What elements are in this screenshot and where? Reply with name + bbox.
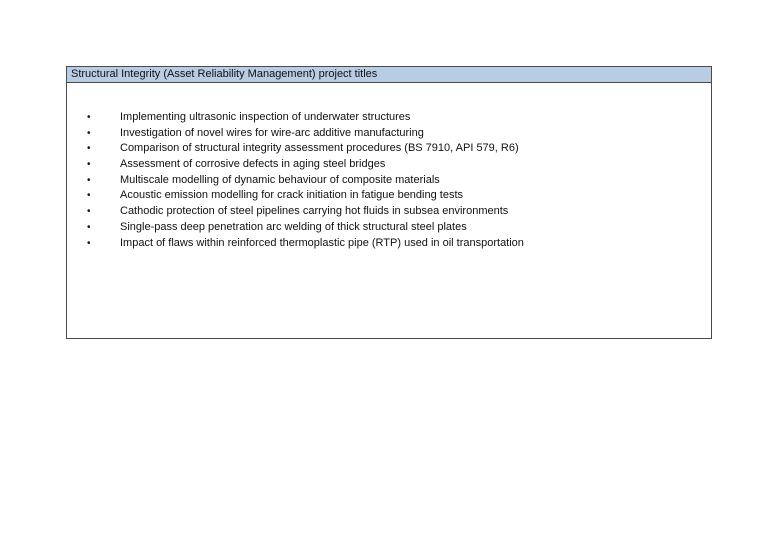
- panel-header: Structural Integrity (Asset Reliability Management) project titles: [67, 67, 711, 83]
- list-item: [67, 141, 711, 157]
- project-title: Comparison of structural integrity assessment procedures (BS 7910, API 579, R6): [120, 142, 519, 155]
- bullet-icon: •: [87, 206, 91, 218]
- project-title: Assessment of corrosive defects in aging steel bridges: [120, 158, 386, 171]
- project-title: Impact of flaws within reinforced thermoplastic pipe (RTP) used in oil transportation: [120, 236, 524, 249]
- project-title: Investigation of novel wires for wire-arc additive manufacturing: [120, 126, 424, 139]
- bullet-icon: •: [87, 237, 91, 249]
- list-item: [67, 126, 711, 142]
- bullet-icon: •: [87, 190, 91, 202]
- project-title-list: [67, 110, 711, 251]
- list-item: [67, 236, 711, 252]
- project-titles-panel: [66, 66, 712, 339]
- bullet-icon: •: [87, 143, 91, 155]
- list-item: [67, 220, 711, 236]
- bullet-icon: •: [87, 159, 91, 171]
- list-item: [67, 204, 711, 220]
- list-item: [67, 110, 711, 126]
- bullet-icon: •: [87, 112, 91, 123]
- list-item: [67, 173, 711, 189]
- list-item: [67, 157, 711, 173]
- project-title: Implementing ultrasonic inspection of underwater structures: [120, 111, 411, 123]
- bullet-icon: •: [87, 174, 91, 186]
- project-title: Acoustic emission modelling for crack initiation in fatigue bending tests: [120, 189, 464, 202]
- project-title: Cathodic protection of steel pipelines carrying hot fluids in subsea environments: [120, 205, 509, 218]
- bullet-icon: •: [87, 127, 91, 139]
- project-title: Single-pass deep penetration arc welding of thick structural steel plates: [120, 220, 467, 233]
- project-title: Multiscale modelling of dynamic behaviour of composite materials: [120, 173, 440, 186]
- bullet-icon: •: [87, 221, 91, 233]
- list-item: [67, 188, 711, 204]
